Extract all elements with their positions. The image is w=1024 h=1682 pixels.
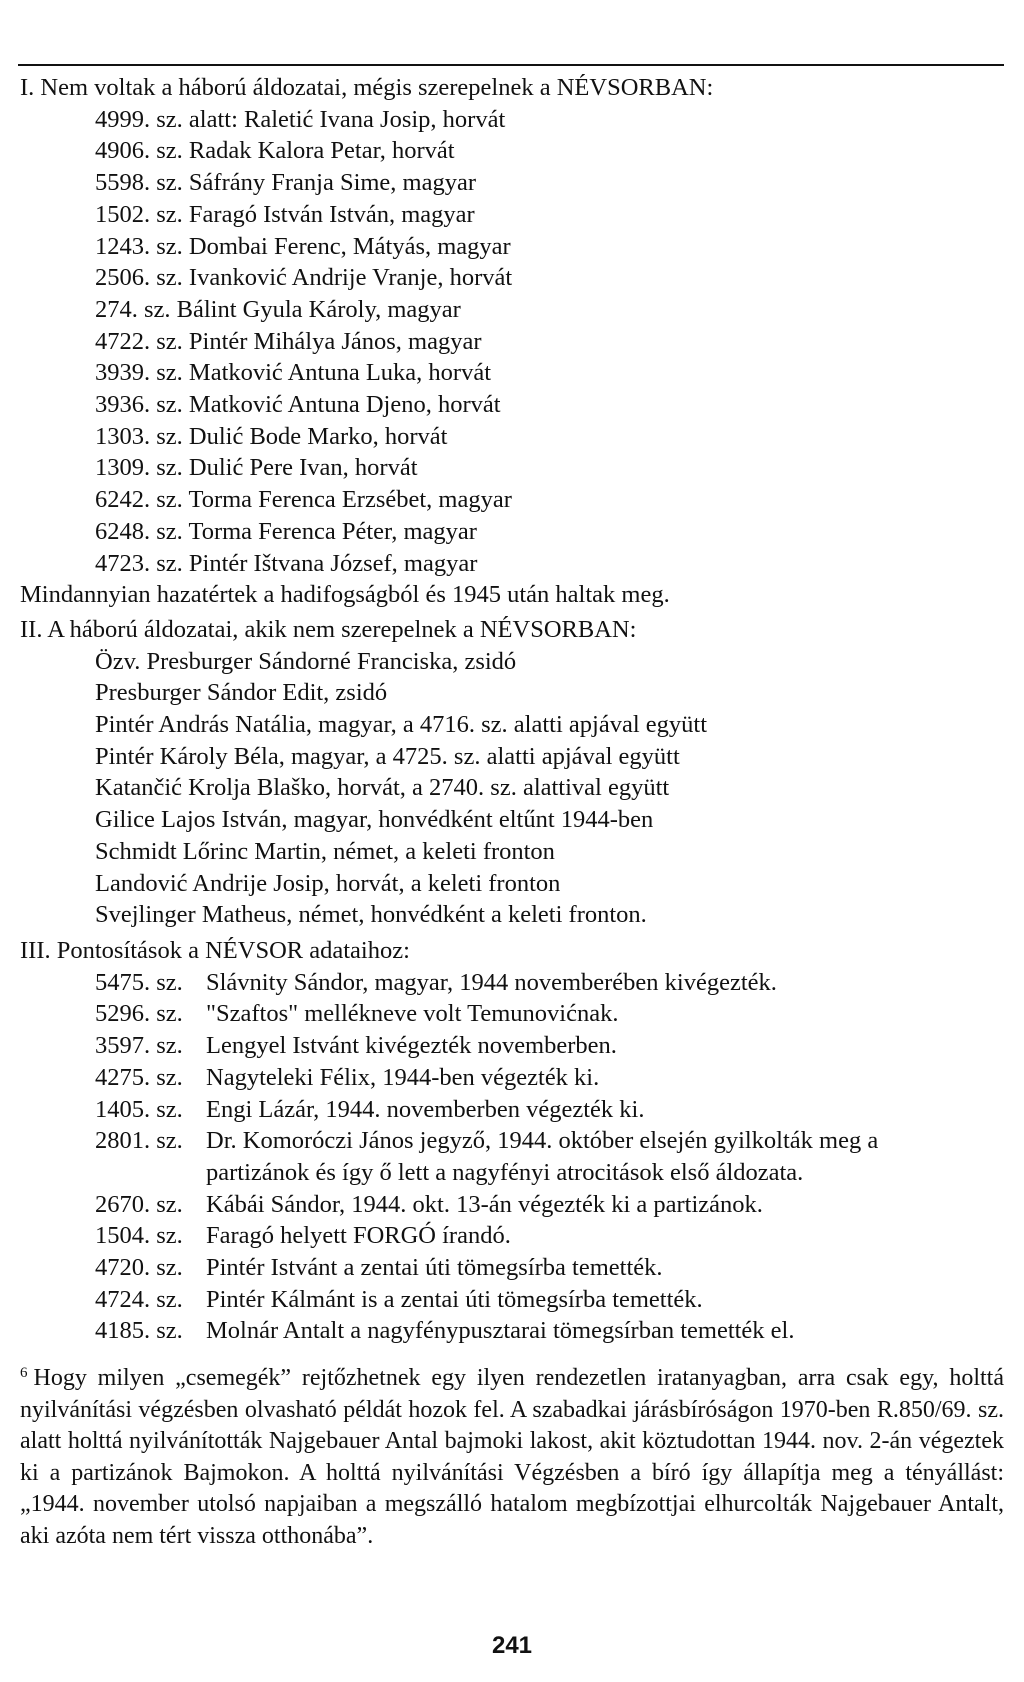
- correction-row: [0, 1189, 1024, 1221]
- section-2-list: [0, 646, 1024, 931]
- list-item: 3939. sz. Matković Antuna Luka, horvát: [95, 359, 492, 387]
- correction-number: 4185. sz.: [95, 1317, 183, 1345]
- correction-row: [0, 1252, 1024, 1284]
- list-item: Özv. Presburger Sándorné Franciska, zsidó: [95, 647, 517, 675]
- correction-number: 2801. sz.: [95, 1127, 183, 1155]
- correction-row: [0, 1030, 1024, 1062]
- list-item: 1502. sz. Faragó István István, magyar: [95, 200, 475, 228]
- list-item: 274. sz. Bálint Gyula Károly, magyar: [95, 295, 461, 323]
- footnote: [20, 1358, 1004, 1552]
- correction-row: [0, 967, 1024, 999]
- correction-text: Faragó helyett FORGÓ írandó.: [206, 1222, 511, 1250]
- correction-text: Pintér Kálmánt is a zentai úti tömegsírba temették.: [206, 1285, 703, 1313]
- list-item: 3936. sz. Matković Antuna Djeno, horvát: [95, 391, 501, 419]
- correction-row: [0, 1094, 1024, 1126]
- correction-text: "Szaftos" mellékneve volt Temunovićnak.: [206, 1000, 619, 1028]
- list-item: Katančić Krolja Blaško, horvát, a 2740. sz. alattival együtt: [95, 774, 670, 802]
- correction-number: 1405. sz.: [95, 1095, 183, 1123]
- list-item: Pintér Károly Béla, magyar, a 4725. sz. alatti apjával együtt: [95, 742, 680, 770]
- section-2-heading: II. A háború áldozatai, akik nem szerepelnek a NÉVSORBAN:: [20, 615, 637, 643]
- list-item: 1303. sz. Dulić Bode Marko, horvát: [95, 422, 448, 450]
- correction-text: Kábái Sándor, 1944. okt. 13-án végezték ki a partizánok.: [206, 1190, 763, 1218]
- list-item: Landović Andrije Josip, horvát, a keleti fronton: [95, 869, 561, 897]
- correction-text: Lengyel Istvánt kivégezték novemberben.: [206, 1032, 617, 1060]
- correction-text: Slávnity Sándor, magyar, 1944 novemberében kivégezték.: [206, 968, 777, 996]
- list-item: 1309. sz. Dulić Pere Ivan, horvát: [95, 454, 418, 482]
- correction-number: 5296. sz.: [95, 1000, 183, 1028]
- correction-text: Pintér Istvánt a zentai úti tömegsírba temették.: [206, 1254, 663, 1282]
- list-item: Schmidt Lőrinc Martin, német, a keleti fronton: [95, 837, 555, 865]
- section-1-note: Mindannyian hazatértek a hadifogságból és 1945 után haltak meg.: [20, 581, 670, 609]
- section-1-list: [0, 104, 1024, 580]
- correction-row: [0, 1315, 1024, 1347]
- list-item: Gilice Lajos István, magyar, honvédként eltűnt 1944-ben: [95, 806, 654, 834]
- correction-row: [0, 1062, 1024, 1094]
- correction-continuation: partizánok és így ő lett a nagyfényi atrocitások első áldozata.: [206, 1158, 804, 1186]
- list-item: 2506. sz. Ivanković Andrije Vranje, horvát: [95, 264, 513, 292]
- correction-number: 3597. sz.: [95, 1032, 183, 1060]
- list-item: 6242. sz. Torma Ferenca Erzsébet, magyar: [95, 486, 512, 514]
- list-item: Presburger Sándor Edit, zsidó: [95, 679, 388, 707]
- correction-row: [0, 1220, 1024, 1252]
- list-item: 4906. sz. Radak Kalora Petar, horvát: [95, 137, 455, 165]
- correction-number: 1504. sz.: [95, 1222, 183, 1250]
- list-item: Pintér András Natália, magyar, a 4716. sz. alatti apjával együtt: [95, 711, 708, 739]
- list-item: 1243. sz. Dombai Ferenc, Mátyás, magyar: [95, 232, 511, 260]
- footnote-marker: 6: [20, 1365, 28, 1381]
- list-item: 4723. sz. Pintér Ištvana József, magyar: [95, 549, 478, 577]
- page-number: 241: [491, 1632, 533, 1659]
- footnote-text: Hogy milyen „csemegék” rejtőzhetnek egy ilyen rendezetlen iratanyagban, arra csak egy, holttá nyilvánítási végzésben olvasható példát hozok fel. A szabadkai járásbíróságon 1970-ben R.850/69. sz. alatt holttá nyilvánították Najgebauer Antal bajmoki lakost, akit köztudottan 1944. nov. 2-án végeztek ki a partizánok Bajmokon. A holttá nyilvánítási Végzésben a bíró így állapítja meg a tényállást: „1944. november utolsó napjaiban a megszálló hatalom megbízottjai elhurcolták Najgebauer Antalt, aki azóta nem tért vissza otthonába”.: [20, 1365, 1004, 1549]
- correction-text: Dr. Komoróczi János jegyző, 1944. október elsején gyilkolták meg a: [206, 1127, 879, 1155]
- list-item: 4722. sz. Pintér Mihálya János, magyar: [95, 327, 482, 355]
- list-item: Svejlinger Matheus, német, honvédként a keleti fronton.: [95, 901, 647, 929]
- correction-row: [0, 998, 1024, 1030]
- top-rule: [18, 64, 1004, 66]
- section-1-heading: I. Nem voltak a háború áldozatai, mégis szerepelnek a NÉVSORBAN:: [20, 74, 714, 101]
- correction-number: 4275. sz.: [95, 1063, 183, 1091]
- correction-number: 4720. sz.: [95, 1254, 183, 1282]
- list-item: 4999. sz. alatt: Raletić Ivana Josip, horvát: [95, 105, 506, 133]
- list-item: 5598. sz. Sáfrány Franja Sime, magyar: [95, 169, 477, 197]
- correction-text: Molnár Antalt a nagyfénypusztarai tömegsírban temették el.: [206, 1317, 795, 1345]
- section-3-heading: III. Pontosítások a NÉVSOR adataihoz:: [20, 936, 410, 964]
- correction-number: 2670. sz.: [95, 1190, 183, 1218]
- page-content: [0, 72, 1024, 1347]
- list-item: 6248. sz. Torma Ferenca Péter, magyar: [95, 517, 477, 545]
- correction-number: 5475. sz.: [95, 968, 183, 996]
- correction-number: 4724. sz.: [95, 1285, 183, 1313]
- correction-text: Nagyteleki Félix, 1944-ben végezték ki.: [206, 1063, 600, 1091]
- correction-row: [0, 1284, 1024, 1316]
- correction-row: [0, 1125, 1024, 1157]
- correction-text: Engi Lázár, 1944. novemberben végezték ki.: [206, 1095, 645, 1123]
- section-3-list: [0, 967, 1024, 1347]
